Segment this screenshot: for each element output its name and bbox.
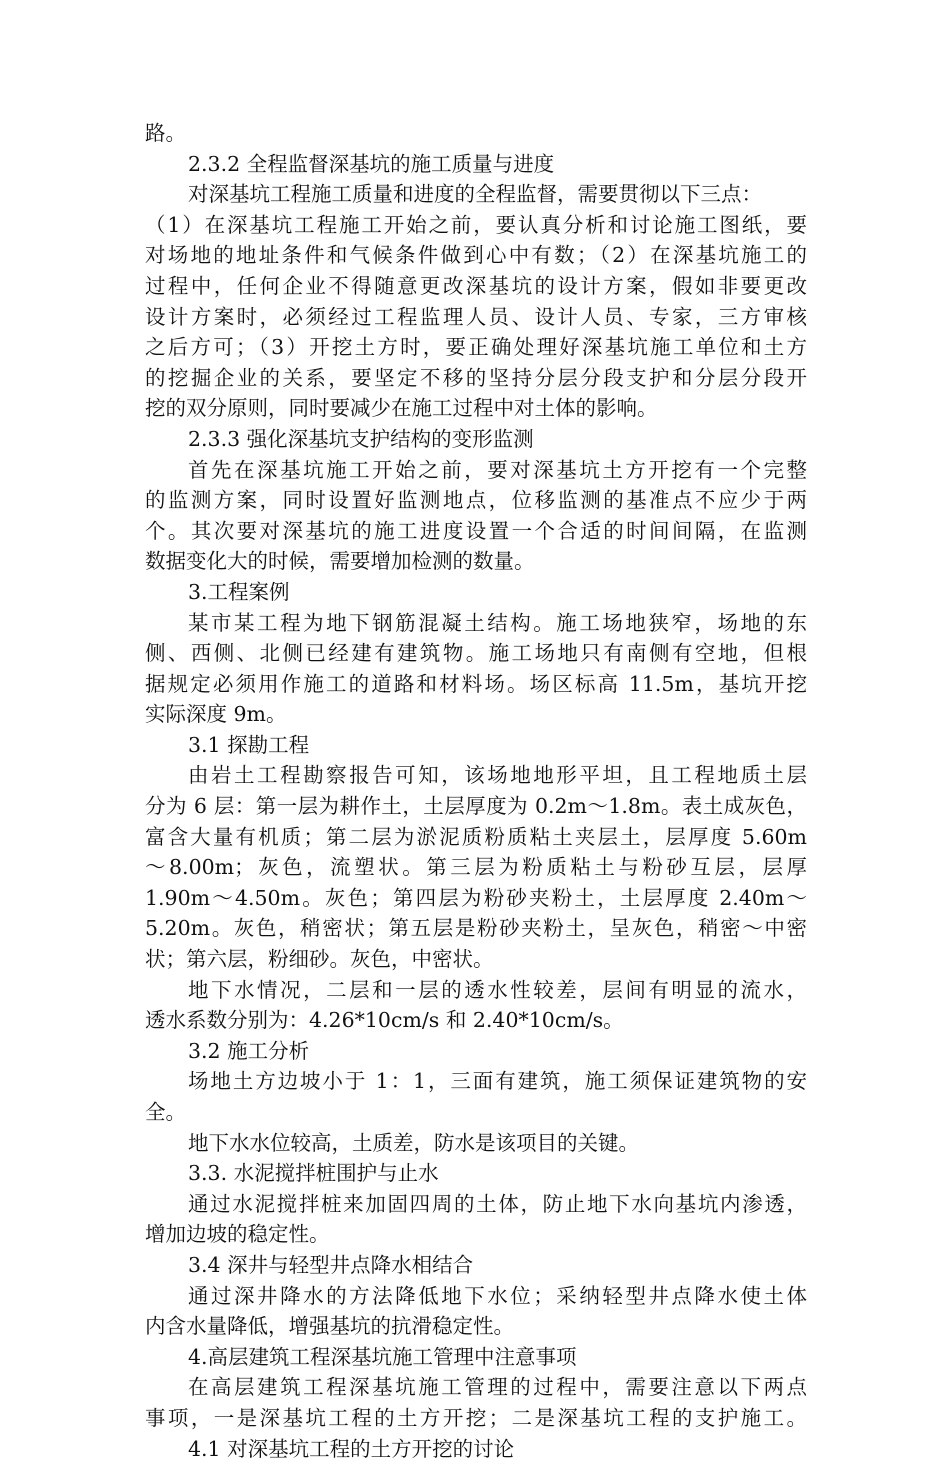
text-line: 侧、西侧、北侧已经建有建筑物。施工场地只有南侧有空地，但根 [145, 641, 807, 666]
text-line: 全。 [145, 1100, 186, 1124]
document-body [145, 118, 807, 1464]
text-line: 富含大量有机质；第二层为淤泥质粉质粘土夹层土，层厚度 5.60m [145, 824, 807, 849]
text-line: 对场地的地址条件和气候条件做到心中有数；（2）在深基坑施工的 [145, 243, 807, 268]
text-line: 3.1 探勘工程 [188, 732, 310, 757]
text-line: 挖的双分原则，同时要减少在施工过程中对土体的影响。 [145, 396, 658, 421]
text-line: 的监测方案，同时设置好监测地点，位移监测的基准点不应少于两 [145, 488, 807, 513]
text-line: 对深基坑工程施工质量和进度的全程监督，需要贯彻以下三点： [188, 182, 762, 207]
text-line: 3.2 施工分析 [188, 1038, 310, 1063]
text-line: 设计方案时，必须经过工程监理人员、设计人员、专家，三方审核 [145, 304, 807, 329]
text-line: 3.3. 水泥搅拌桩围护与止水 [188, 1161, 439, 1186]
text-line: 某市某工程为地下钢筋混凝土结构。施工场地狭窄，场地的东 [188, 610, 807, 635]
text-line: 个。其次要对深基坑的施工进度设置一个合适的时间间隔，在监测 [145, 518, 807, 543]
text-line: 2.3.3 强化深基坑支护结构的变形监测 [188, 426, 534, 451]
text-line: 数据变化大的时候，需要增加检测的数量。 [145, 549, 535, 574]
text-line: 实际深度 9m。 [145, 702, 287, 727]
text-line: 通过深井降水的方法降低地下水位；采纳轻型井点降水使土体 [188, 1283, 807, 1308]
text-line: （1）在深基坑工程施工开始之前，要认真分析和讨论施工图纸，要 [145, 212, 807, 237]
text-line: 首先在深基坑施工开始之前，要对深基坑土方开挖有一个完整 [188, 457, 807, 482]
text-line: 2.3.2 全程监督深基坑的施工质量与进度 [188, 151, 555, 176]
text-line: 过程中，任何企业不得随意更改深基坑的设计方案，假如非要更改 [145, 273, 807, 298]
text-line: 4.高层建筑工程深基坑施工管理中注意事项 [188, 1344, 577, 1369]
text-line: 之后方可；（3）开挖土方时，要正确处理好深基坑施工单位和土方 [145, 335, 807, 360]
text-line: 增加边坡的稳定性。 [145, 1222, 330, 1247]
text-line: 事项，一是深基坑工程的土方开挖；二是深基坑工程的支护施工。 [145, 1405, 807, 1430]
text-line: 透水系数分别为：4.26*10cm/s 和 2.40*10cm/s。 [145, 1008, 624, 1033]
text-line: 3.工程案例 [188, 579, 290, 604]
text-line: 状；第六层，粉细砂。灰色，中密状。 [145, 947, 494, 972]
text-line: ～8.00m；灰色，流塑状。第三层为粉质粘土与粉砂互层，层厚 [145, 855, 807, 880]
text-line: 路。 [145, 121, 186, 145]
text-line: 地下水情况，二层和一层的透水性较差，层间有明显的流水， [188, 977, 807, 1002]
text-line: 4.1 对深基坑工程的土方开挖的讨论 [188, 1436, 515, 1461]
text-line: 在高层建筑工程深基坑施工管理的过程中，需要注意以下两点 [188, 1375, 807, 1400]
text-line: 5.20m。灰色，稍密状；第五层是粉砂夹粉土，呈灰色，稍密～中密 [145, 916, 807, 941]
text-line: 据规定必须用作施工的道路和材料场。场区标高 11.5m，基坑开挖 [145, 671, 807, 696]
text-line: 分为 6 层：第一层为耕作土，土层厚度为 0.2m～1.8m。表土成灰色， [145, 794, 807, 819]
text-line: 通过水泥搅拌桩来加固四周的土体，防止地下水向基坑内渗透， [188, 1191, 807, 1216]
text-line: 1.90m～4.50m。灰色；第四层为粉砂夹粉土，土层厚度 2.40m～ [145, 885, 807, 910]
text-line: 地下水水位较高，土质差，防水是该项目的关键。 [188, 1130, 639, 1155]
text-line: 内含水量降低，增强基坑的抗滑稳定性。 [145, 1314, 514, 1339]
text-line: 场地土方边坡小于 1：1，三面有建筑，施工须保证建筑物的安 [188, 1069, 807, 1094]
text-line: 的挖掘企业的关系，要坚定不移的坚持分层分段支护和分层分段开 [145, 365, 807, 390]
text-line: 由岩土工程勘察报告可知，该场地地形平坦，且工程地质土层 [188, 763, 807, 788]
text-line: 3.4 深井与轻型井点降水相结合 [188, 1252, 474, 1277]
